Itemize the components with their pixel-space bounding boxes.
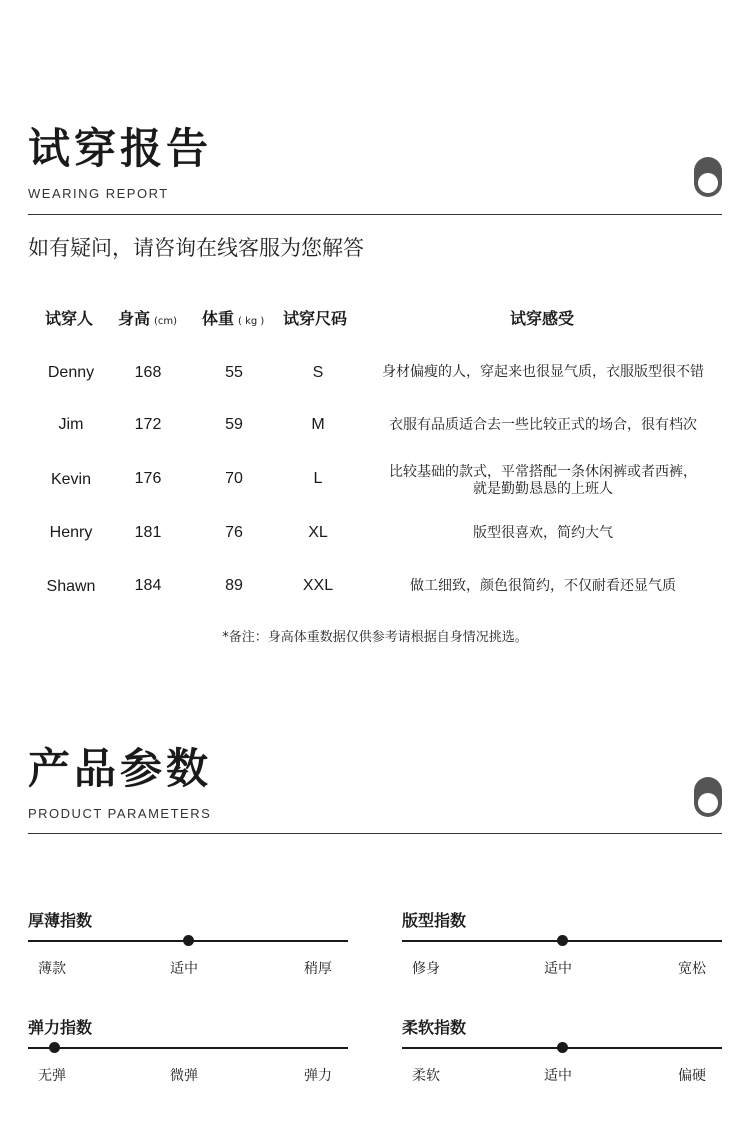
report-divider [28, 214, 722, 215]
row-5-weight: 89 [225, 577, 243, 594]
size-footnote: *备注：身高体重数据仅供参考请根据自身情况挑选。 [222, 630, 528, 645]
report-title: 试穿报告 [28, 124, 213, 173]
param-marker [183, 935, 194, 946]
header-weight: 体重 ( kg ) [202, 309, 265, 328]
param-tick-mid: 微弹 [170, 1068, 198, 1084]
param-tick-high: 宽松 [678, 961, 706, 977]
params-title: 产品参数 [28, 744, 213, 793]
header-person: 试穿人 [45, 309, 94, 328]
row-4-size: XL [308, 524, 328, 541]
row-1-feel: 身材偏瘦的人，穿起来也很显气质，衣服版型很不错 [382, 364, 704, 380]
service-notice: 如有疑问，请咨询在线客服为您解答 [28, 236, 364, 260]
toggle-icon [694, 777, 722, 817]
row-2-size: M [311, 416, 325, 433]
row-4-height: 181 [134, 524, 162, 541]
row-4-feel: 版型很喜欢，简约大气 [473, 525, 613, 541]
param-tick-high: 稍厚 [304, 961, 332, 977]
param-track [28, 1047, 348, 1049]
row-1-size: S [312, 364, 324, 381]
row-2-feel: 衣服有品质适合去一些比较正式的场合，很有档次 [389, 417, 697, 433]
params-divider [28, 833, 722, 834]
param-tick-high: 偏硬 [678, 1068, 706, 1084]
param-tick-mid: 适中 [544, 1068, 572, 1084]
param-tick-low: 无弹 [38, 1068, 66, 1084]
row-3-feel: 比较基础的款式，平常搭配一条休闲裤或者西裤， 就是勤勤恳恳的上班人 [389, 464, 697, 497]
row-5-height: 184 [134, 577, 162, 594]
param-label: 厚薄指数 [28, 911, 93, 930]
param-tick-mid: 适中 [544, 961, 572, 977]
param-tick-low: 柔软 [412, 1068, 440, 1084]
header-feel: 试穿感受 [510, 309, 575, 328]
param-tick-mid: 适中 [170, 961, 198, 977]
report-subtitle: WEARING REPORT [28, 186, 169, 201]
header-height: 身高 (cm) [118, 309, 178, 328]
toggle-icon [694, 157, 722, 197]
param-marker [557, 935, 568, 946]
param-marker [49, 1042, 60, 1053]
row-3-height: 176 [134, 470, 162, 487]
row-3-size: L [313, 470, 323, 487]
row-5-size: XXL [302, 577, 334, 594]
row-5-name: Shawn [46, 578, 96, 595]
row-3-weight: 70 [225, 470, 243, 487]
row-1-height: 168 [134, 364, 162, 381]
row-1-weight: 55 [225, 364, 243, 381]
row-4-weight: 76 [225, 524, 243, 541]
row-5-feel: 做工细致，颜色很简约，不仅耐看还显气质 [410, 578, 676, 594]
param-tick-low: 薄款 [38, 961, 66, 977]
row-2-name: Jim [58, 416, 84, 433]
param-label: 弹力指数 [28, 1018, 93, 1037]
row-2-weight: 59 [225, 416, 243, 433]
row-3-name: Kevin [50, 471, 92, 488]
params-subtitle: PRODUCT PARAMETERS [28, 806, 212, 821]
param-label: 柔软指数 [402, 1018, 467, 1037]
param-tick-low: 修身 [412, 961, 440, 977]
row-2-height: 172 [134, 416, 162, 433]
row-1-name: Denny [47, 364, 95, 381]
header-size: 试穿尺码 [283, 309, 348, 328]
param-tick-high: 弹力 [304, 1068, 332, 1084]
param-label: 版型指数 [402, 911, 467, 930]
row-4-name: Henry [49, 524, 93, 541]
param-marker [557, 1042, 568, 1053]
